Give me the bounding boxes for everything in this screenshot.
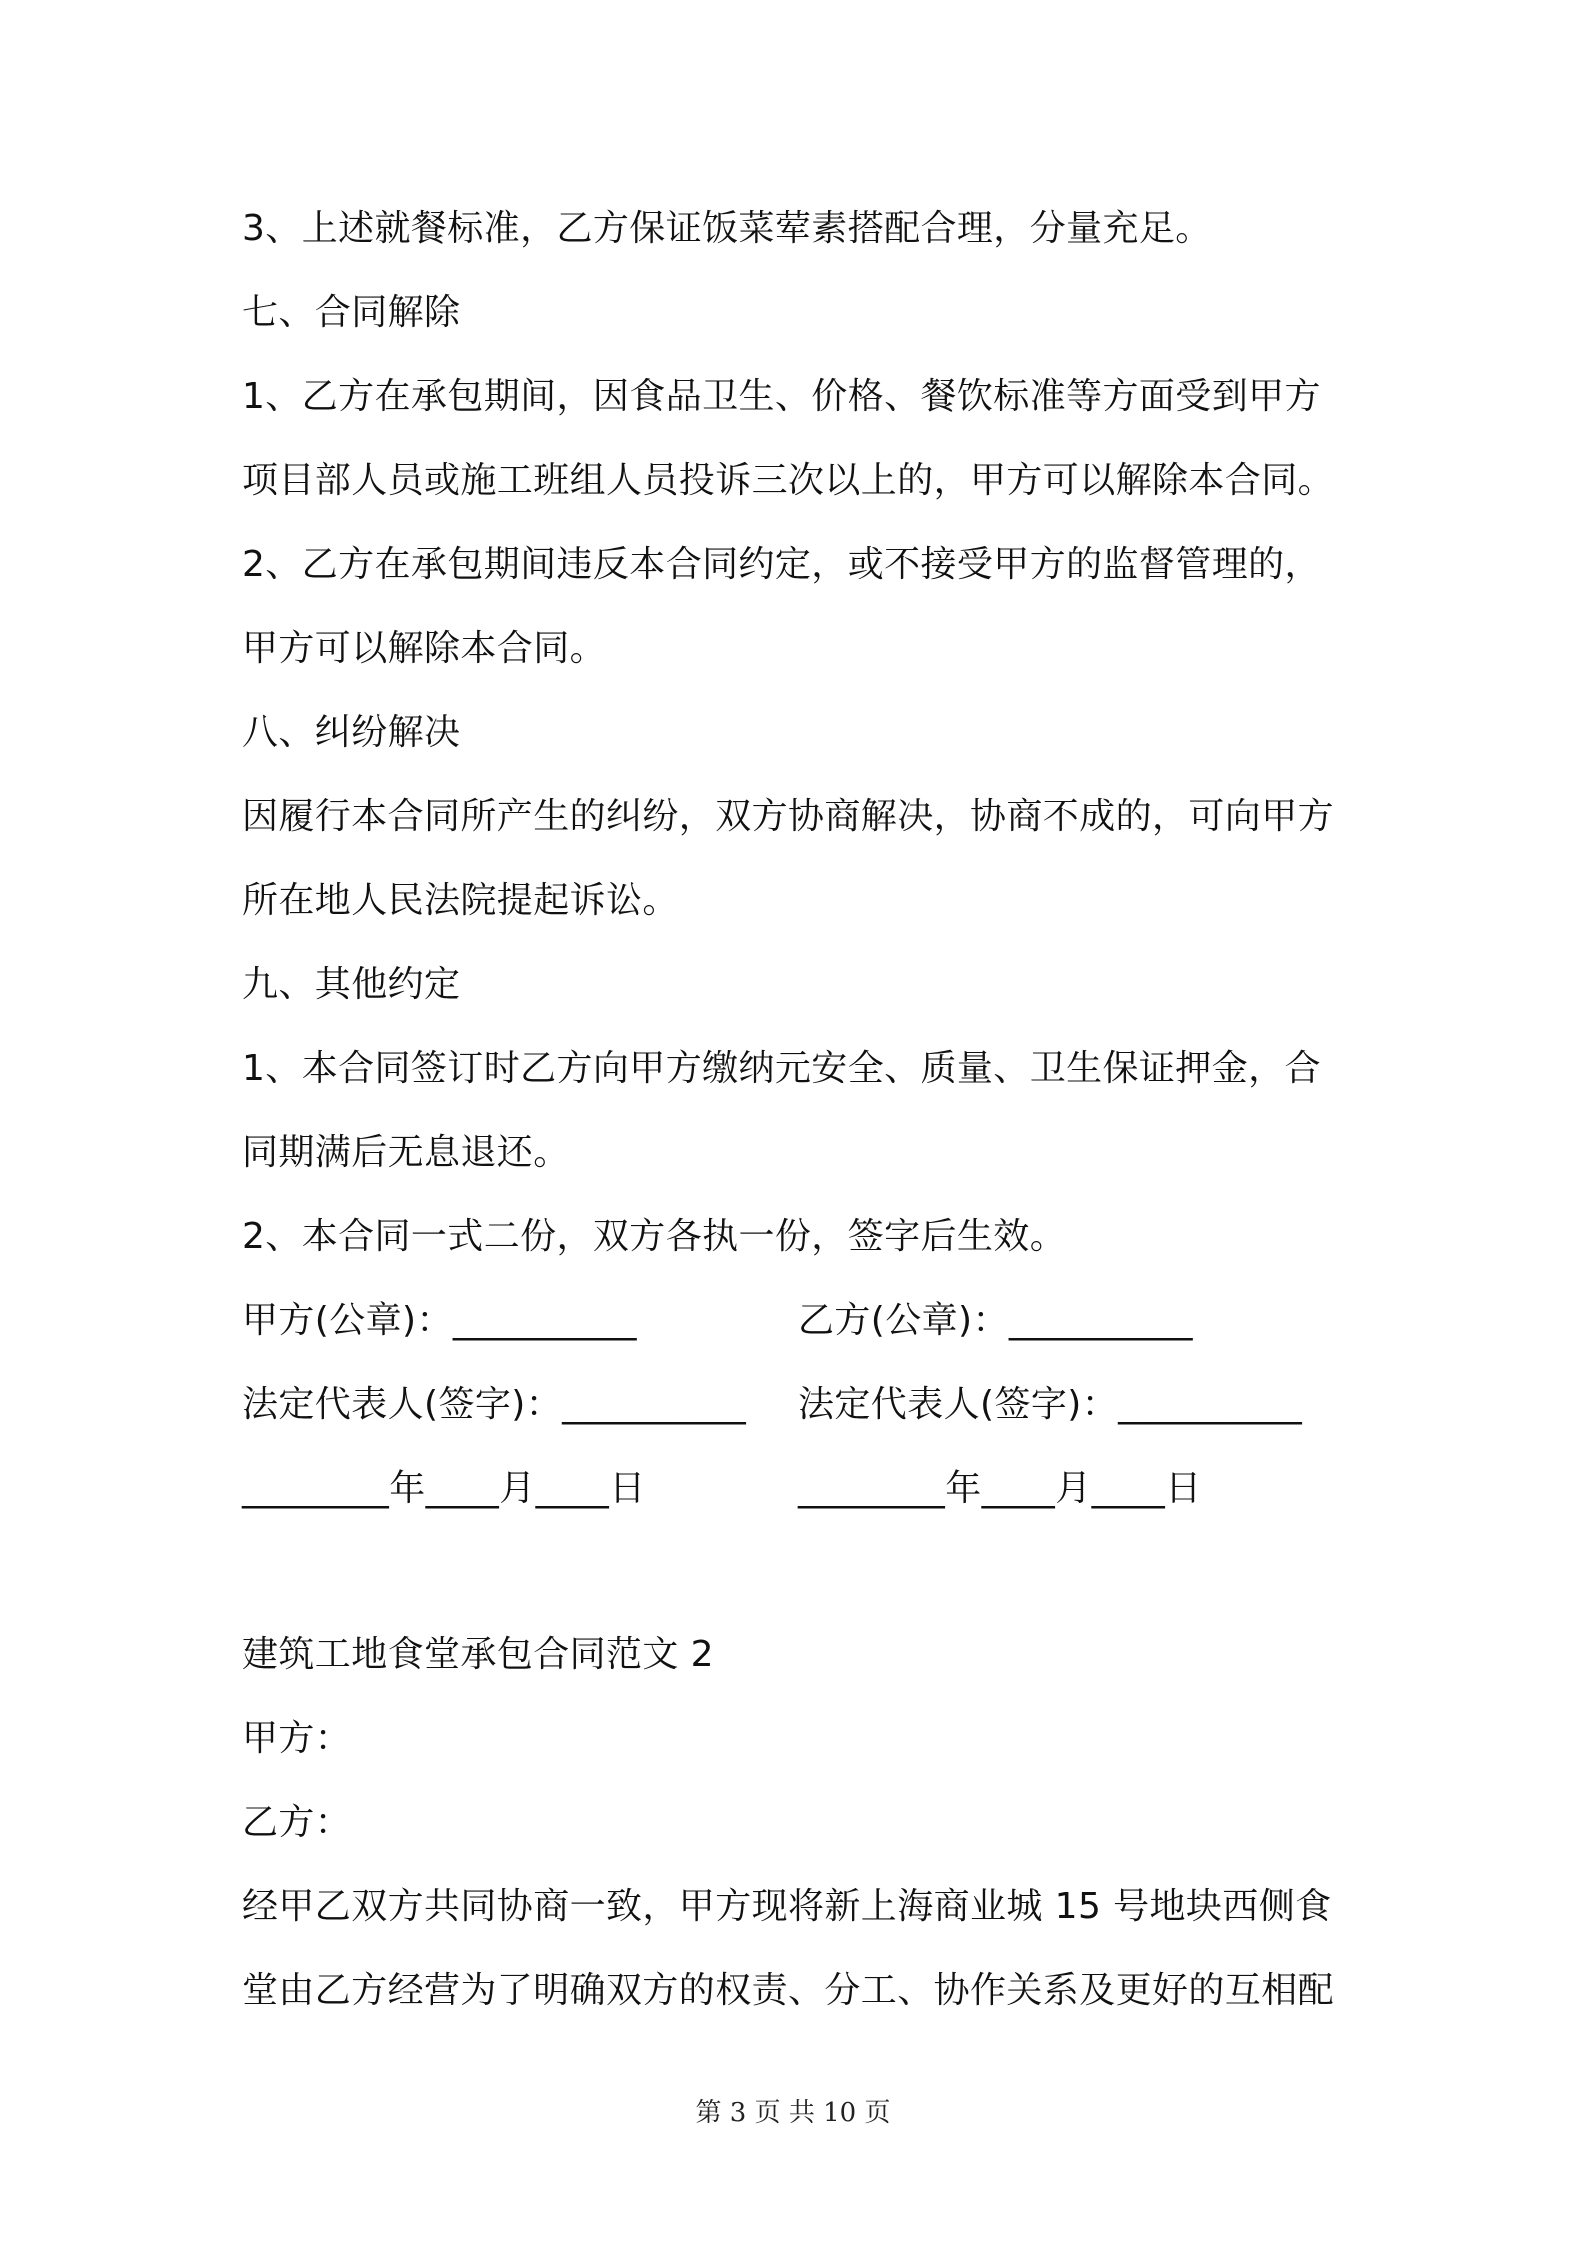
party-b-date-field: ________年____月____日 <box>798 1468 1202 1509</box>
party-b-seal-field: 乙方(公章)：__________ <box>798 1300 1193 1341</box>
page-number-footer: 第 3 页 共 10 页 <box>695 2098 891 2128</box>
termination-clause-1-line-2: 项目部人员或施工班组人员投诉三次以上的，甲方可以解除本合同。 <box>242 460 1335 501</box>
other-terms-clause-2: 2、本合同一式二份，双方各执一份，签字后生效。 <box>242 1216 1067 1257</box>
dispute-clause-line-1: 因履行本合同所产生的纠纷，双方协商解决，协商不成的，可向甲方 <box>242 796 1335 837</box>
termination-clause-2-line-1: 2、乙方在承包期间违反本合同约定，或不接受甲方的监督管理的， <box>242 544 1321 585</box>
clause-3-dining-standard: 3、上述就餐标准，乙方保证饭菜荤素搭配合理，分量充足。 <box>242 208 1212 249</box>
contract-2-party-b: 乙方： <box>242 1802 352 1843</box>
heading-dispute-resolution: 八、纠纷解决 <box>242 712 461 753</box>
heading-other-terms: 九、其他约定 <box>242 964 461 1005</box>
other-terms-clause-1-line-2: 同期满后无息退还。 <box>242 1132 570 1173</box>
party-a-date-field: ________年____月____日 <box>242 1468 646 1509</box>
contract-2-intro-line-2: 堂由乙方经营为了明确双方的权责、分工、协作关系及更好的互相配 <box>242 1970 1335 2011</box>
party-a-seal-field: 甲方(公章)：__________ <box>242 1300 637 1341</box>
other-terms-clause-1-line-1: 1、本合同签订时乙方向甲方缴纳元安全、质量、卫生保证押金，合 <box>242 1048 1321 1089</box>
party-b-representative-field: 法定代表人(签字)：__________ <box>798 1384 1303 1425</box>
dispute-clause-line-2: 所在地人民法院提起诉讼。 <box>242 880 679 921</box>
contract-2-intro-line-1: 经甲乙双方共同协商一致，甲方现将新上海商业城 15 号地块西侧食 <box>242 1886 1332 1927</box>
contract-2-party-a: 甲方： <box>242 1718 352 1759</box>
party-a-representative-field: 法定代表人(签字)：__________ <box>242 1384 747 1425</box>
termination-clause-1-line-1: 1、乙方在承包期间，因食品卫生、价格、餐饮标准等方面受到甲方 <box>242 376 1321 417</box>
heading-termination: 七、合同解除 <box>242 292 461 333</box>
termination-clause-2-line-2: 甲方可以解除本合同。 <box>242 628 607 669</box>
contract-2-title: 建筑工地食堂承包合同范文 2 <box>242 1634 714 1675</box>
